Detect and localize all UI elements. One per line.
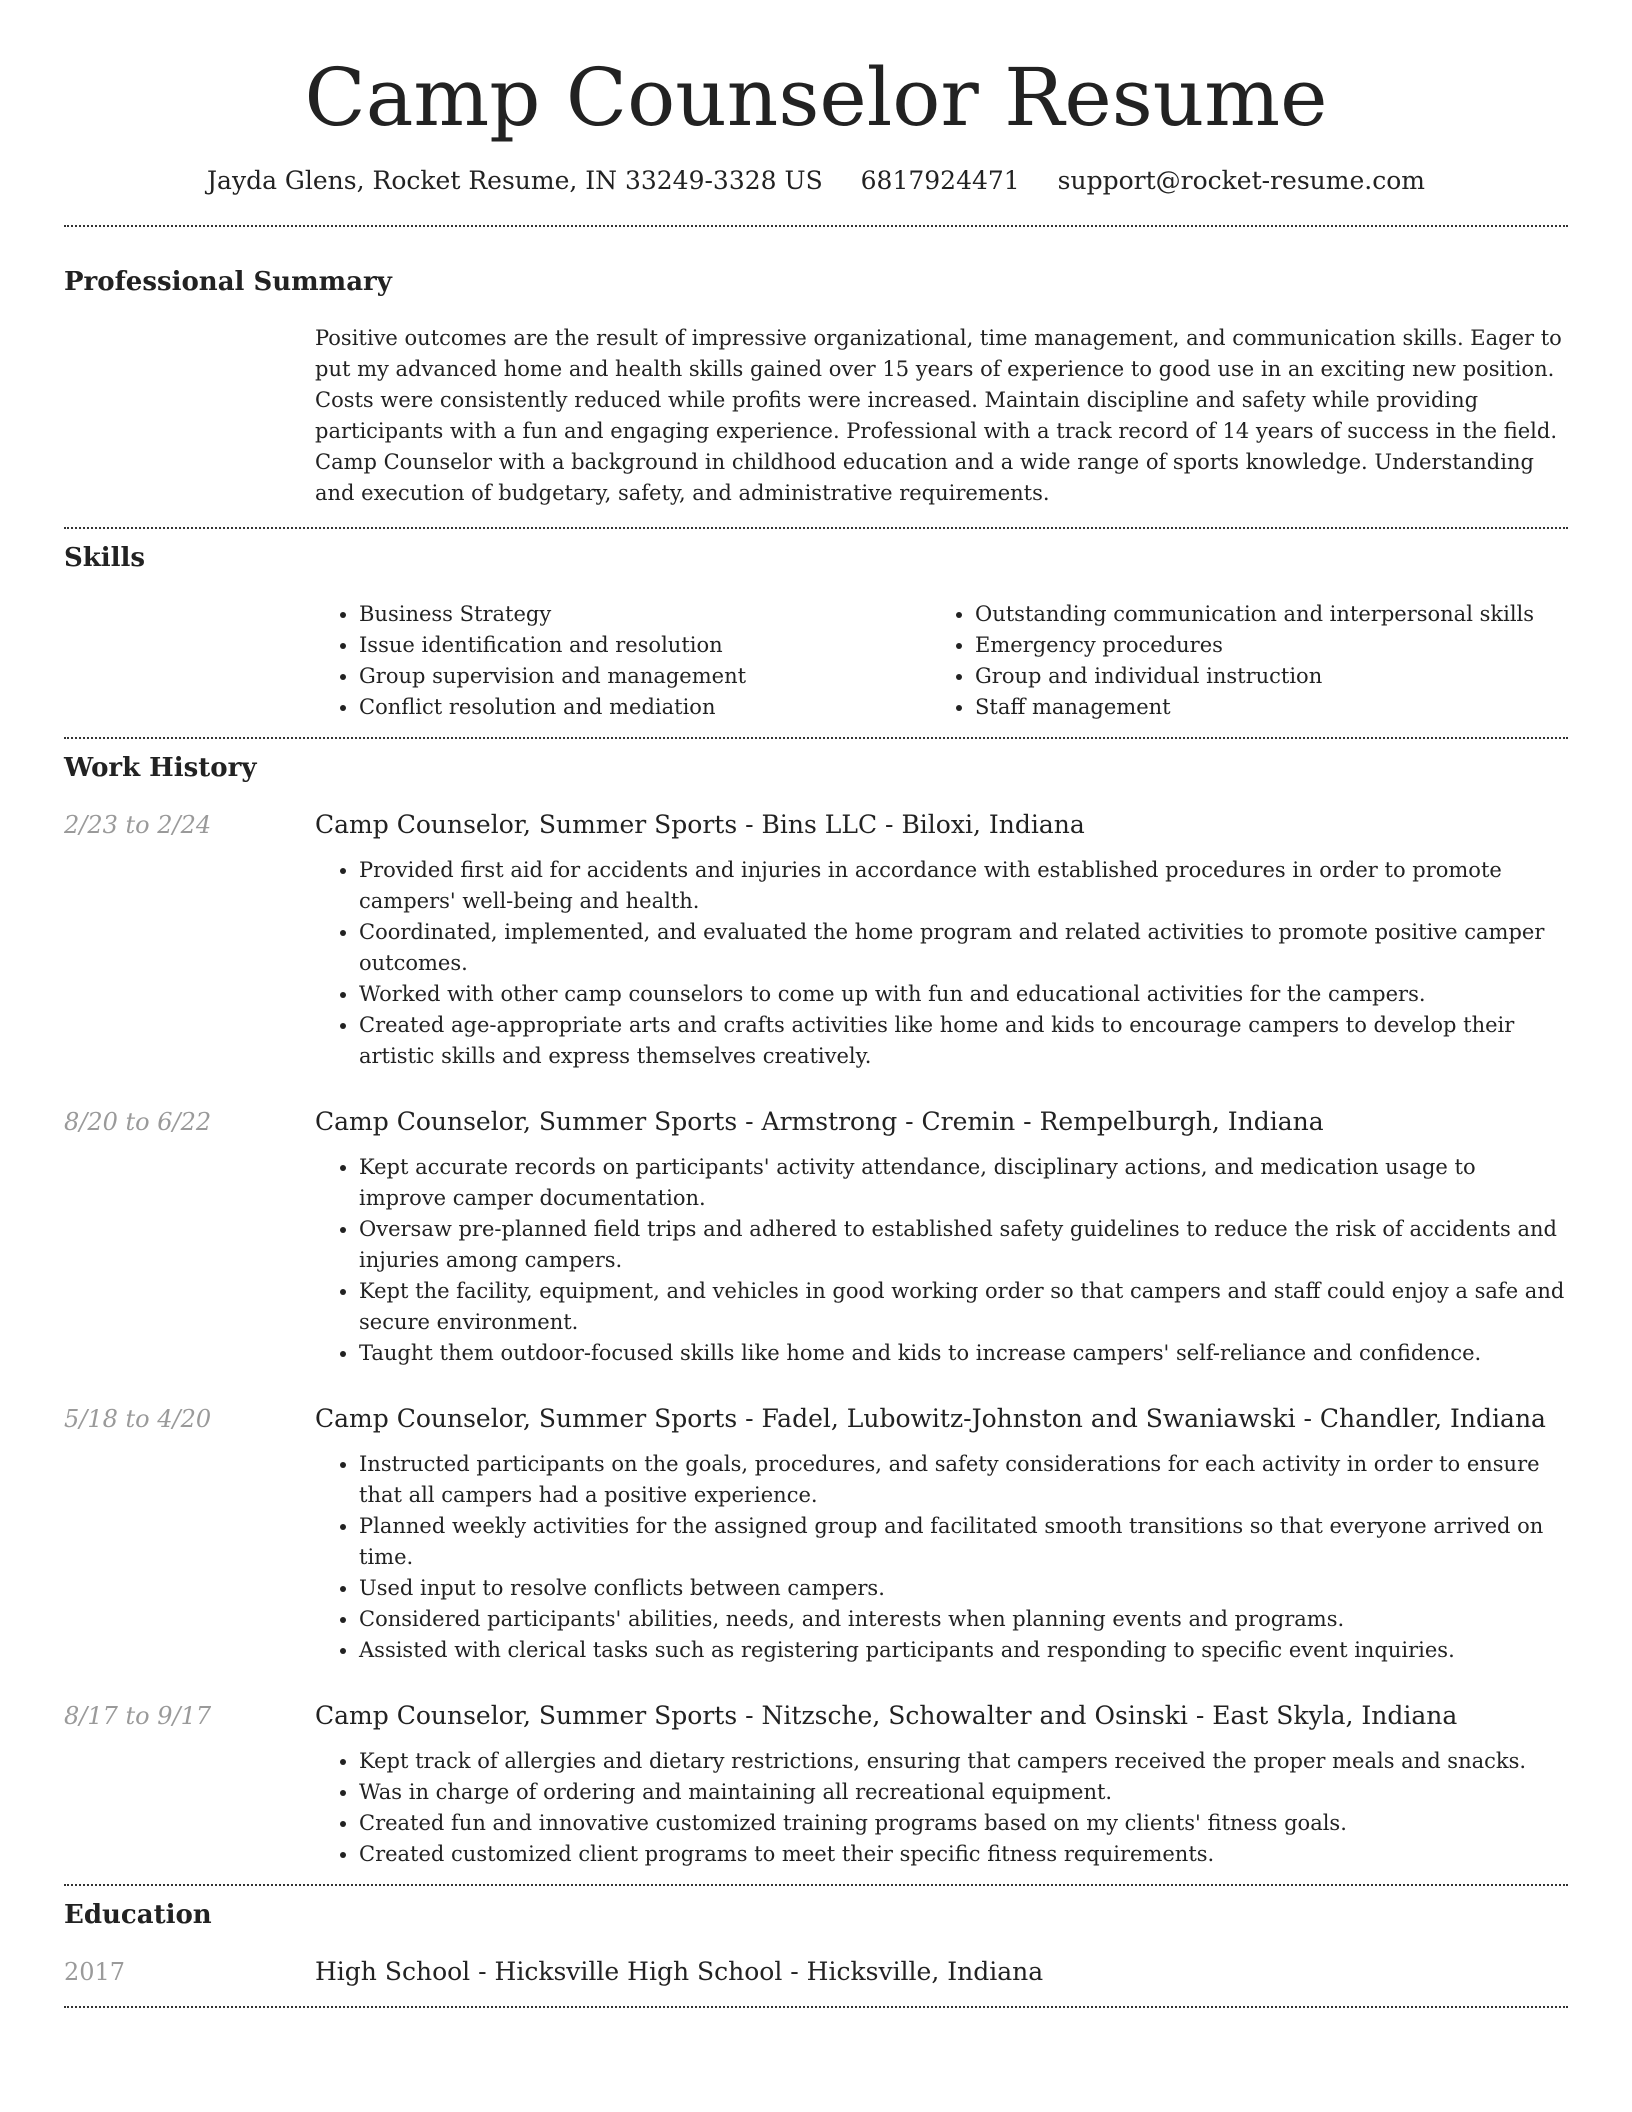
- skills-list: [315, 599, 1568, 723]
- skill-item: • Outstanding communication and interpersonal skills: [975, 599, 1547, 630]
- skills-column-left: [315, 599, 931, 723]
- divider: [64, 2006, 1568, 2008]
- job-title: Camp Counselor, Summer Sports - Nitzsche, Schowalter and Osinski - East Skyla, Indiana: [315, 1701, 1458, 1730]
- job-bullet: • Used input to resolve conflicts between campers.: [359, 1573, 1568, 1604]
- job-bullet: • Assisted with clerical tasks such as registering participants and responding to specific event inquiries.: [359, 1635, 1568, 1666]
- job-title: Camp Counselor, Summer Sports - Armstrong - Cremin - Rempelburgh, Indiana: [315, 1107, 1324, 1136]
- page-title: Camp Counselor Resume: [304, 51, 1328, 144]
- skill-item: • Group and individual instruction: [975, 661, 1547, 692]
- skills-column-right: [931, 599, 1547, 723]
- job-bullet: • Taught them outdoor-focused skills like home and kids to increase campers' self-reliance and confidence.: [359, 1338, 1568, 1369]
- skills-heading: Skills: [64, 543, 146, 573]
- job-date: 5/18 to 4/20: [64, 1405, 212, 1433]
- job-bullet: • Created age-appropriate arts and crafts activities like home and kids to encourage campers to develop their artistic skills and express themselves creatively.: [359, 1010, 1568, 1072]
- job-bullet: • Worked with other camp counselors to come up with fun and educational activities for the campers.: [359, 979, 1568, 1010]
- education-date: 2017: [64, 1958, 126, 1986]
- job-bullets: [315, 1449, 1568, 1666]
- education-heading: Education: [64, 1900, 212, 1930]
- job-date: 8/20 to 6/22: [64, 1108, 212, 1136]
- contact-phone: 6817924471: [860, 166, 1020, 195]
- job-bullet: • Kept the facility, equipment, and vehicles in good working order so that campers and staff could enjoy a safe and secure environment.: [359, 1276, 1568, 1338]
- job-bullet: • Kept track of allergies and dietary restrictions, ensuring that campers received the proper meals and snacks.: [359, 1746, 1568, 1777]
- job-bullet: • Planned weekly activities for the assigned group and facilitated smooth transitions so that everyone arrived on time.: [359, 1511, 1568, 1573]
- work-heading: Work History: [64, 753, 257, 783]
- job-bullet: • Created fun and innovative customized training programs based on my clients' fitness goals.: [359, 1808, 1568, 1839]
- skill-item: • Issue identification and resolution: [359, 630, 931, 661]
- job-entry: [64, 809, 1568, 1072]
- job-entry: [64, 1403, 1568, 1666]
- summary-text: Positive outcomes are the result of impressive organizational, time management, and communication skills. Eager to put my advanced home and health skills gained over 15 years of experience to good use in an exciting new position. Costs were consistently reduced while profits were increased. Maintain discipline and safety while providing participants with a fun and engaging experience. Professional with a track record of 14 years of success in the field. Camp Counselor with a background in childhood education and a wide range of sports knowledge. Understanding and execution of budgetary, safety, and administrative requirements.: [315, 326, 1562, 505]
- contact-address: Jayda Glens, Rocket Resume, IN 33249-3328 US: [207, 166, 823, 195]
- job-title: Camp Counselor, Summer Sports - Bins LLC - Biloxi, Indiana: [315, 810, 1085, 839]
- job-bullets: [315, 855, 1568, 1072]
- job-entry: [64, 1700, 1568, 1870]
- job-bullet: • Created customized client programs to meet their specific fitness requirements.: [359, 1839, 1568, 1870]
- job-bullet: • Instructed participants on the goals, procedures, and safety considerations for each activity in order to ensure that all campers had a positive experience.: [359, 1449, 1568, 1511]
- summary-heading: Professional Summary: [64, 267, 392, 297]
- skill-item: • Business Strategy: [359, 599, 931, 630]
- skill-item: • Conflict resolution and mediation: [359, 692, 931, 723]
- skill-item: • Staff management: [975, 692, 1547, 723]
- contact-line: [64, 166, 1568, 195]
- job-bullet: • Considered participants' abilities, needs, and interests when planning events and programs.: [359, 1604, 1568, 1635]
- job-bullet: • Kept accurate records on participants' activity attendance, disciplinary actions, and medication usage to improve camper documentation.: [359, 1152, 1568, 1214]
- job-date: 8/17 to 9/17: [64, 1702, 212, 1730]
- job-title: Camp Counselor, Summer Sports - Fadel, Lubowitz-Johnston and Swaniawski - Chandler, Indiana: [315, 1404, 1546, 1433]
- job-entry: [64, 1106, 1568, 1369]
- education-entry: [64, 1956, 1568, 1988]
- job-bullet: • Coordinated, implemented, and evaluated the home program and related activities to promote positive camper outcomes.: [359, 917, 1568, 979]
- job-date: 2/23 to 2/24: [64, 811, 212, 839]
- job-bullet: • Provided first aid for accidents and injuries in accordance with established procedures in order to promote campers' well-being and health.: [359, 855, 1568, 917]
- education-degree: High School - Hicksville High School - Hicksville, Indiana: [315, 1957, 1044, 1986]
- skill-item: • Group supervision and management: [359, 661, 931, 692]
- job-bullets: [315, 1152, 1568, 1369]
- job-bullet: • Was in charge of ordering and maintaining all recreational equipment.: [359, 1777, 1568, 1808]
- contact-email: support@rocket-resume.com: [1057, 166, 1425, 195]
- job-bullets: [315, 1746, 1568, 1870]
- skill-item: • Emergency procedures: [975, 630, 1547, 661]
- job-bullet: • Oversaw pre-planned field trips and adhered to established safety guidelines to reduce the risk of accidents and injuries among campers.: [359, 1214, 1568, 1276]
